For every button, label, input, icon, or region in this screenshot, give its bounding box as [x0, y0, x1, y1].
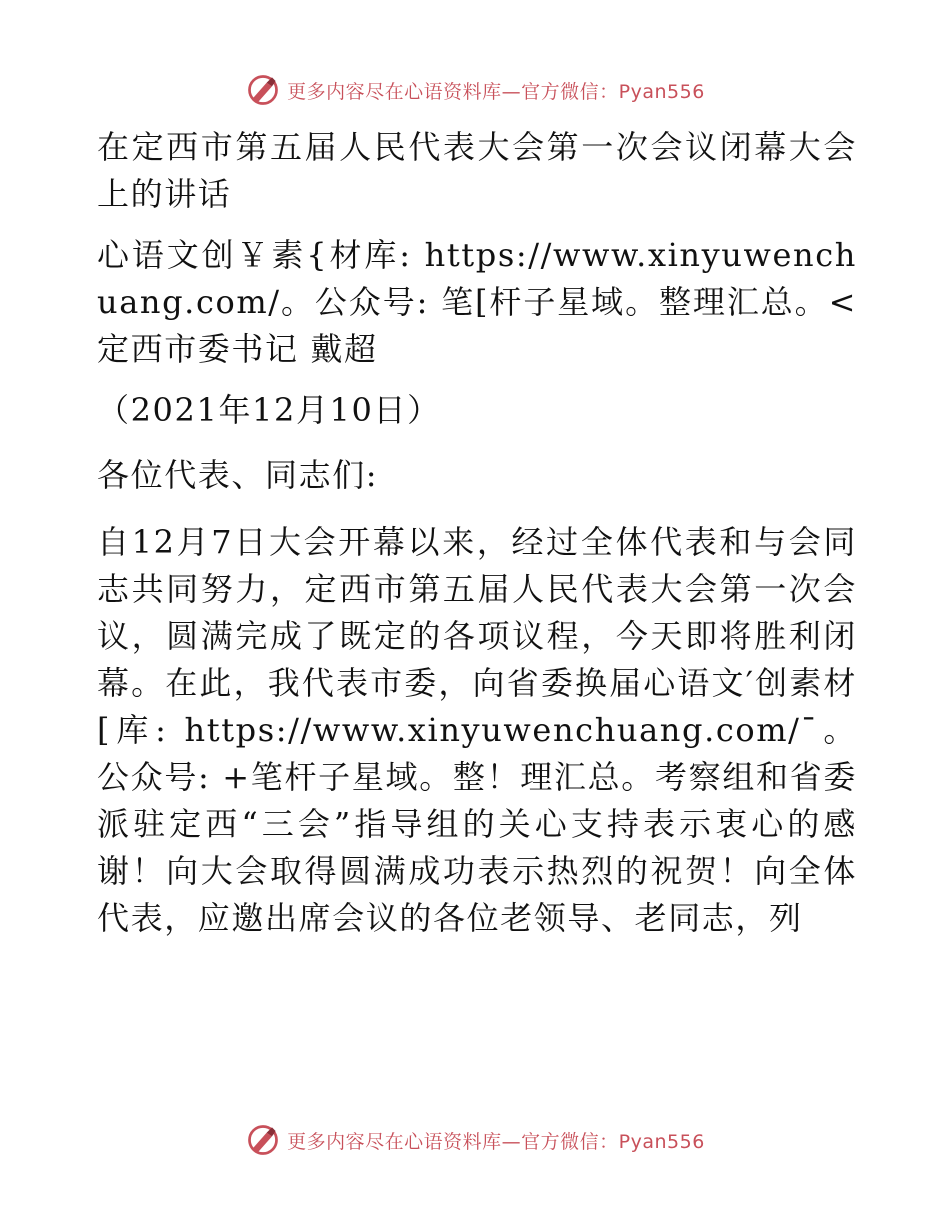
document-body: [97, 124, 857, 942]
pen-nib-logo-icon: [245, 72, 281, 108]
source-line: 心语文创￥素{材库: https://www.xinyuwenchuang.com/。公众号: 笔[杆子星域。整理汇总。<定西市委书记 戴超: [97, 236, 857, 368]
pen-nib-logo-icon: [245, 1122, 281, 1158]
body-paragraph: 自12月7日大会开幕以来，经过全体代表和与会同志共同努力，定西市第五届人民代表大会第一次会议，圆满完成了既定的各项议程，今天即将胜利闭幕。在此，我代表市委，向省委换届心语文′创素材[库: https://www.xinyuwenchuang.com/¯。公众号: +笔杆子星域。整！理汇总。考察组和省委派驻定西“三会”指导组的关心支持表示衷心的感谢！向大会取得圆满成功表示热烈的祝贺！向全体代表，应邀出席会议的各位老领导、老同志，列: [97, 523, 857, 937]
salutation: 各位代表、同志们:: [97, 456, 379, 494]
footer-watermark-banner: [0, 1120, 950, 1160]
watermark-text: 更多内容尽在心语资料库—官方微信：Pyan556: [287, 80, 705, 103]
watermark-text: 更多内容尽在心语资料库—官方微信：Pyan556: [287, 1130, 705, 1153]
speech-title: 在定西市第五届人民代表大会第一次会议闭幕大会上的讲话: [97, 128, 857, 213]
header-watermark-banner: [0, 70, 950, 110]
speech-date: （2021年12月10日）: [97, 391, 441, 429]
